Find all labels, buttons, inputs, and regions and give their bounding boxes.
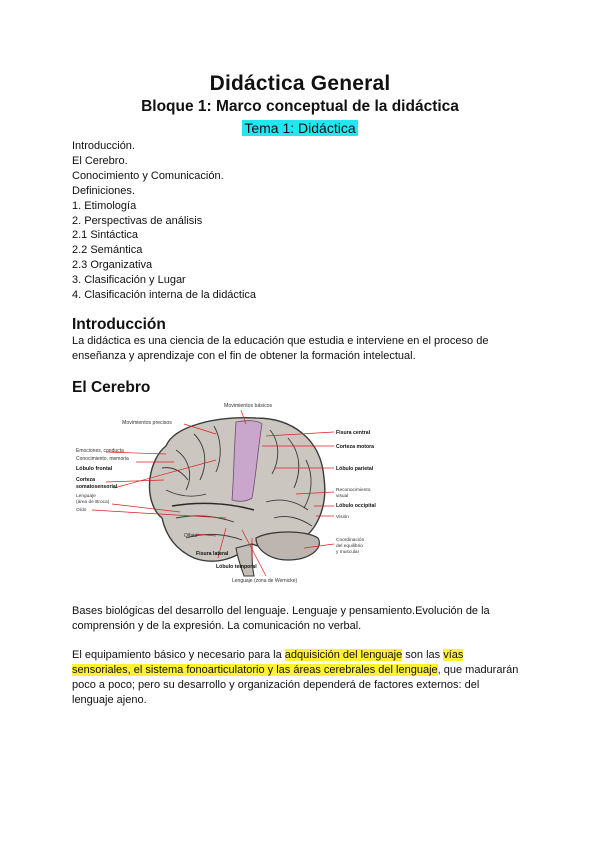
label-oido: Oído (76, 508, 87, 513)
label-lobulo-parietal: Lóbulo parietal (336, 466, 374, 472)
label-lenguaje-broca-2: (área de Broca) (76, 500, 110, 505)
label-lobulo-temporal: Lóbulo temporal (216, 564, 257, 570)
document-title: Didáctica General (209, 72, 391, 95)
toc-item: 4. Clasificación interna de la didáctica (72, 289, 257, 302)
label-conocimiento: Conocimiento, memoria (76, 456, 129, 462)
label-corteza-somato-2: somatosensorial (76, 484, 118, 490)
p2-text: El equipamiento básico y necesario para la (72, 649, 285, 661)
tema-highlight: Tema 1: Didáctica (244, 120, 356, 136)
toc-item: 2.2 Semántica (72, 244, 143, 257)
intro-heading: Introducción (72, 316, 166, 333)
toc-item: Introducción. (72, 140, 135, 152)
p2-text: poco a poco; pero su desarrollo y organización dependerá de factores externos: del (72, 679, 480, 691)
label-coordinacion-1: Coordinación (336, 538, 365, 543)
table-of-contents (72, 139, 256, 303)
toc-item: 2.1 Sintáctica (72, 229, 139, 242)
label-emociones: Emociones, conducta (76, 448, 124, 454)
label-coordinacion-2: del equilibrio (336, 544, 363, 549)
toc-item: 2. Perspectivas de análisis (72, 214, 203, 227)
label-vision: Visión (336, 515, 349, 520)
p2-text: lenguaje ajeno. (72, 694, 147, 706)
cerebellum-shape (256, 532, 319, 560)
label-olfato: Olfato (184, 533, 198, 539)
label-movimientos-basicos: Movimientos básicos (224, 403, 273, 409)
document-subtitle: Bloque 1: Marco conceptual de la didáctica (141, 98, 459, 115)
brain-stem-shape (236, 544, 254, 576)
cerebro-heading: El Cerebro (72, 379, 151, 396)
p2-text: , que madurarán (437, 664, 519, 676)
toc-item: 1. Etimología (72, 199, 137, 212)
cerebro-p1-line2: comprensión y de la expresión. La comunicación no verbal. (72, 620, 362, 632)
brain-figure (66, 398, 396, 588)
toc-item: 2.3 Organizativa (72, 259, 153, 272)
label-fisura-central: Fisura central (336, 430, 371, 436)
label-corteza-motora: Corteza motora (336, 444, 375, 450)
highlight-vias: vías (443, 649, 464, 661)
toc-item: 3. Clasificación y Lugar (72, 274, 186, 287)
toc-item: Definiciones. (72, 184, 135, 197)
label-lobulo-frontal: Lóbulo frontal (76, 466, 113, 472)
toc-item: El Cerebro. (72, 154, 128, 167)
p2-text: son las (402, 649, 444, 661)
label-lenguaje-wernicke: Lenguaje (zona de Wernicke) (232, 578, 298, 584)
highlight-sensoriales: sensoriales, el sistema fonoarticulatorio y las áreas cerebrales del lenguaje (72, 664, 438, 676)
highlight-adquisicion: adquisición del lenguaje (284, 649, 403, 661)
cerebro-paragraph-1 (72, 604, 532, 634)
label-movimientos-precisos: Movimientos precisos (122, 420, 172, 426)
toc-item: Conocimiento y Comunicación. (72, 169, 224, 182)
tema-line (0, 120, 600, 138)
label-reconocimiento-1: Reconocimiento (336, 488, 371, 493)
label-corteza-somato-1: Corteza (76, 477, 96, 483)
label-fisura-lateral: Fisura lateral (196, 551, 229, 557)
label-lenguaje-broca-1: Lenguaje (76, 494, 96, 499)
label-lobulo-occipital: Lóbulo occipital (336, 503, 376, 509)
label-coordinacion-3: y muscular (336, 550, 360, 555)
cerebro-paragraph-2 (72, 648, 532, 708)
label-reconocimiento-2: visual (336, 494, 349, 499)
intro-paragraph: La didáctica es una ciencia de la educación que estudia e interviene en el proceso de enseñanza y aprendizaje con el fin de obtener la formación intelectual. (72, 335, 489, 362)
cerebro-p1-line1: Bases biológicas del desarrollo del lenguaje. Lenguaje y pensamiento.Evolución de la (72, 605, 490, 617)
